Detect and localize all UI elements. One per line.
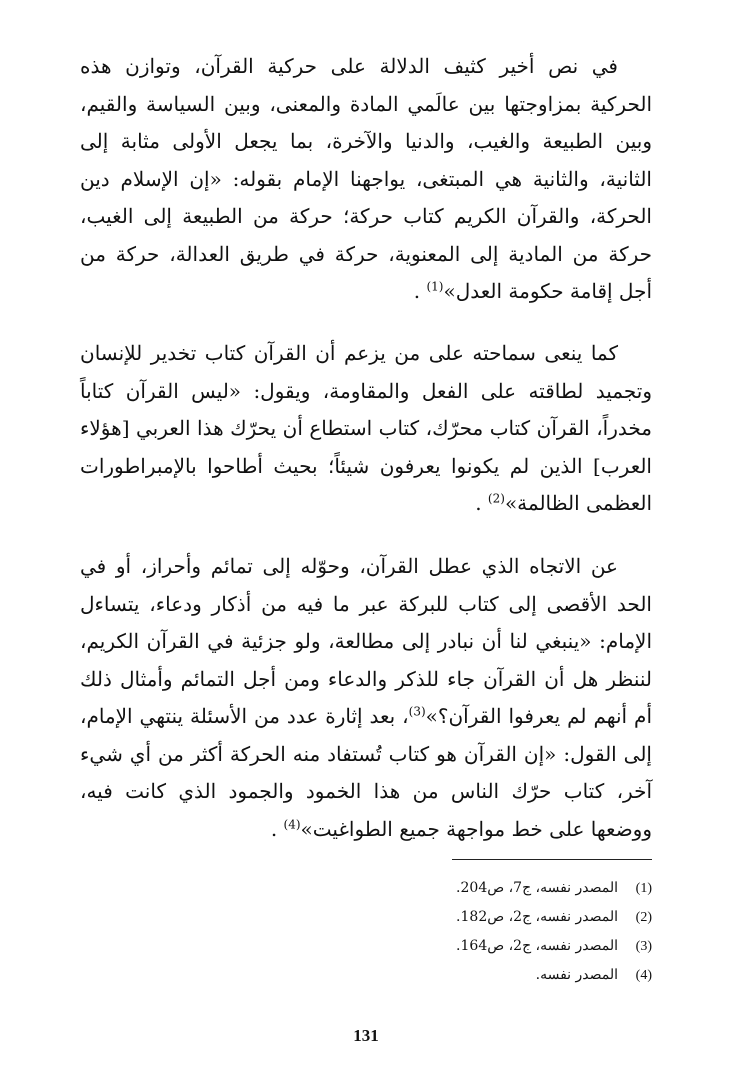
paragraph-1 [80, 48, 652, 311]
footnote-text: المصدر نفسه. [535, 967, 618, 983]
paragraph-3-body-b: ، بعد إثارة عدد من الأسئلة ينتهي الإمام، إلى القول: «إن القرآن هو كتاب تُستفاد منه الحركة أكثر من أي شيء آخر، كتاب حرّك الناس من هذا الخمود والجمود الذي كانت فيه، ووضعها على خط مواجهة جميع الطواغيت» [80, 704, 652, 841]
paragraph-2-body: كما ينعى سماحته على من يزعم أن القرآن كتاب تخدير للإنسان وتجميد لطاقته على الفعل والمقاومة، ويقول: «ليس القرآن كتاباً مخدراً، القرآن كتاب محرّك، كتاب استطاع أن يحرّك هذا العربي [هؤلاء العرب] الذين لم يكونوا يعرفون شيئاً؛ بحيث أطاحوا بالإمبراطورات العظمى الظالمة» [80, 341, 652, 515]
paragraph-2-end: . [475, 491, 482, 515]
footnote-text: المصدر نفسه، ج2، ص182. [456, 909, 618, 925]
paragraph-3-body-a: عن الاتجاه الذي عطل القرآن، وحوّله إلى تمائم وأحراز، أو في الحد الأقصى إلى كتاب للبركة عبر ما فيه من أذكار ودعاء، يتساءل الإمام: «ينبغي لنا أن نبادر إلى مطالعة، ولو جزئية في القرآن الكريم، لننظر هل أن القرآن جاء للذكر والدعاء ومن أجل التمائم وأمثال ذلك أم أنهم لم يعرفوا القرآن؟» [80, 554, 652, 728]
footnote-1 [80, 874, 652, 903]
footnote-number: (1) [635, 881, 652, 896]
footnote-3 [80, 932, 652, 961]
paragraph-3 [80, 548, 652, 848]
footnote-divider [452, 859, 652, 860]
paragraph-1-end: . [413, 279, 421, 303]
page-number: 131 [353, 1026, 379, 1045]
paragraph-2-text [80, 335, 652, 523]
footnote-number: (3) [635, 939, 652, 954]
footnote-text: المصدر نفسه، ج2، ص164. [456, 938, 618, 954]
footnote-ref-4: (4) [283, 816, 301, 831]
footnote-ref-1: (1) [426, 279, 444, 294]
paragraph-2 [80, 335, 652, 523]
footnote-number: (2) [635, 910, 652, 925]
footnote-ref-2: (2) [487, 491, 505, 506]
footnote-text: المصدر نفسه، ج7، ص204. [456, 880, 618, 896]
footnote-number: (4) [635, 968, 652, 983]
paragraph-3-end: . [270, 816, 278, 841]
footnote-4 [80, 961, 652, 990]
paragraph-1-text [80, 48, 652, 311]
paragraph-3-text [80, 548, 652, 848]
footnote-ref-3: (3) [408, 704, 426, 719]
footnote-2 [80, 903, 652, 932]
paragraph-1-body: في نص أخير كثيف الدلالة على حركية القرآن، وتوازن هذه الحركية بمزاوجتها بين عالَمي المادة والمعنى، وبين السياسة والقيم، وبين الطبيعة والغيب، والدنيا والآخرة، بما يجعل الأولى مثابة إلى الثانية، والثانية هي المبتغى، يواجهنا الإمام بقوله: «إن الإسلام دين الحركة، والقرآن الكريم كتاب حركة؛ حركة من الطبيعة إلى الغيب، حركة من المادية إلى المعنوية، حركة في طريق العدالة، حركة من أجل إقامة حكومة العدل» [80, 54, 652, 303]
footnotes [80, 874, 652, 990]
